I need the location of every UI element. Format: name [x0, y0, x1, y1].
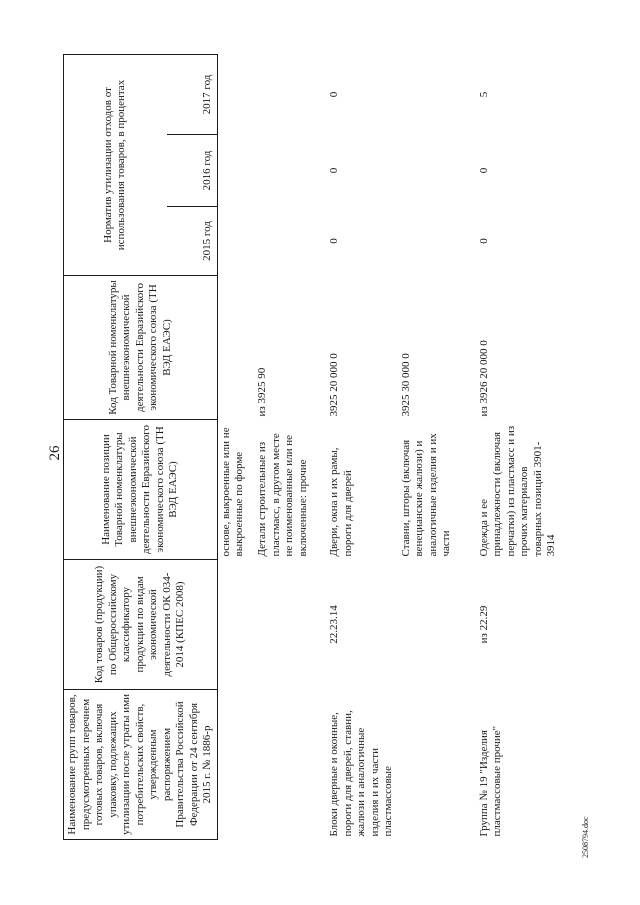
file-name-label: 2508794.doc: [581, 816, 590, 858]
cell-okpd: [254, 560, 326, 690]
cell-group: Группа № 19 "Изделия пластмассовые прочие": [477, 725, 503, 837]
cell-2017: [254, 55, 326, 135]
header-group-name: Наименование групп товаров, предусмотренных перечнем готовых товаров, включая упаковку, подлежащих утилизации после утраты ими потребительских свойств, утвержденным распоряжением Правительства Российской Федерации от 24 сентября 2015 г. № 1886-р: [64, 690, 218, 840]
header-year-2015: 2015 год: [167, 207, 217, 276]
table-row: [217, 55, 254, 840]
cell-2016: [254, 135, 326, 207]
cell-2015: [254, 207, 326, 276]
header-okpd-code: Код товаров (продукции) по Общероссийскому классификатору продукции по видам экономической деятельности ОК 034-2014 (КПЕС 2008): [64, 560, 218, 690]
cell-code: 3925 30 000 0: [399, 353, 412, 417]
cell-2015: 0: [477, 238, 490, 244]
cell-name: Ставни, шторы (включая венецианские жалюзи) и аналогичные изделия и их части: [399, 433, 452, 557]
page-number: 26: [47, 445, 63, 461]
table-row: [468, 55, 578, 840]
rotated-table-container: [63, 55, 555, 840]
cell-name: Одежда и ее принадлежности (включая перчатки) из пластмасс и из прочих материалов товарных позиций 3901-3914: [477, 425, 557, 557]
header-year-2017: 2017 год: [167, 55, 217, 135]
cell-2016: 0: [477, 167, 490, 174]
table-row: [398, 55, 468, 840]
cell-group: [398, 690, 468, 840]
cell-name: основе, выкроенные или не выкроенные по форме: [219, 427, 245, 557]
cell-2017: [217, 55, 254, 135]
cell-2017: 0: [328, 91, 340, 98]
cell-name: Двери, окна и их рамы, пороги для дверей: [328, 447, 354, 557]
cell-group: [217, 690, 254, 840]
cell-2015: [217, 207, 254, 276]
header-tnved-name: Наименование позиции Товарной номенклатуры внешнеэкономической деятельности Евразийского экономического союза (ТН ВЭД ЕАЭС): [64, 420, 218, 560]
cell-2016: 0: [328, 167, 340, 174]
cell-2015: [398, 207, 468, 276]
cell-okpd: [398, 560, 468, 690]
cell-code: [217, 276, 254, 420]
table-row: [326, 55, 398, 840]
cell-2016: [217, 135, 254, 207]
cell-name: Детали строительные из пластмасс, в другом месте не поименованные или не включенные: прочие: [256, 433, 309, 557]
header-year-2016: 2016 год: [167, 135, 217, 207]
cell-group: [254, 690, 326, 840]
header-norm: Норматив утилизации отходов от использования товаров, в процентах: [64, 55, 167, 276]
table-row: [254, 55, 326, 840]
cell-okpd: 22.23.14: [328, 605, 340, 644]
cell-code: из 3925 90: [256, 367, 268, 417]
header-tnved-code: Код Товарной номенклатуры внешнеэкономической деятельности Евразийского экономического союза (ТН ВЭД ЕАЭС): [64, 276, 218, 420]
cell-okpd: [217, 560, 254, 690]
cell-2015: 0: [328, 238, 340, 244]
goods-table: [63, 54, 578, 840]
cell-code: 3925 20 000 0: [328, 353, 340, 417]
cell-2017: [398, 55, 468, 135]
cell-okpd: из 22.29: [477, 605, 490, 644]
cell-code: из 3926 20 000 0: [477, 340, 490, 417]
cell-group: Блоки дверные и оконные, пороги для дверей, ставни, жалюзи и аналогичные изделия и их части пластмассовые: [328, 710, 394, 837]
cell-2017: 5: [477, 91, 490, 98]
cell-2016: [398, 135, 468, 207]
